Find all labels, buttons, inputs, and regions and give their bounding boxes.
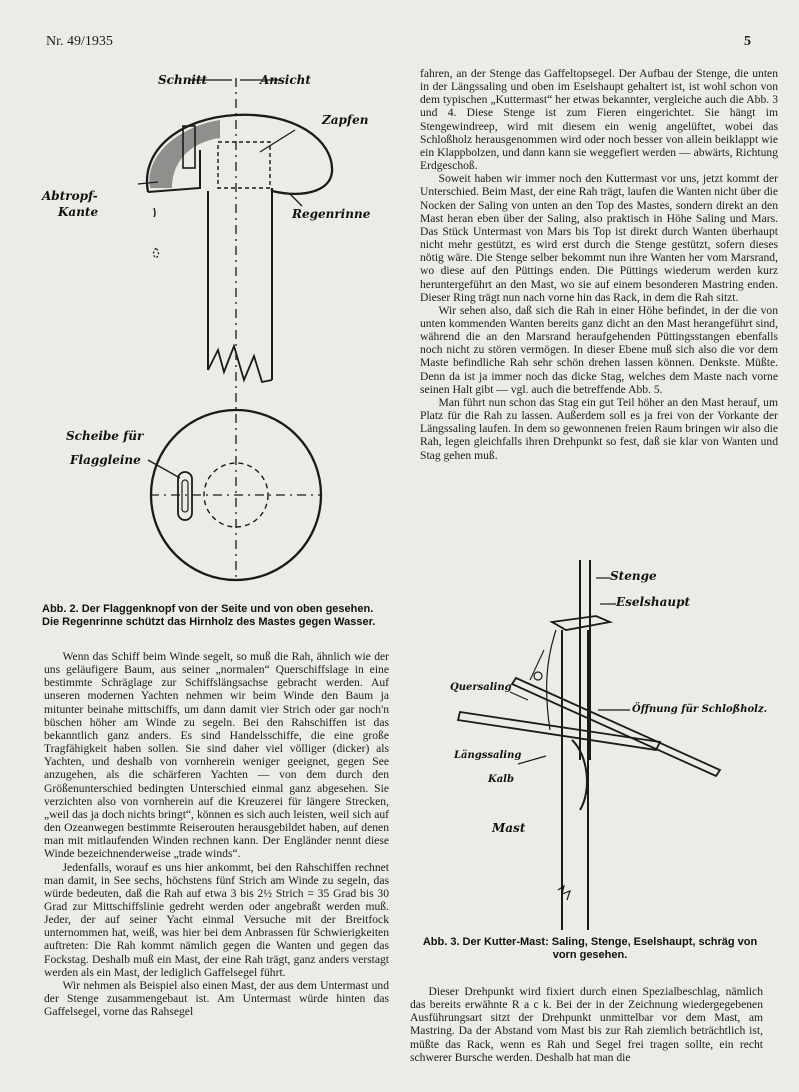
paragraph: Dieser Drehpunkt wird fixiert durch einen Spezialbeschlag, nämlich das bereits erwähnte R a c k. Bei der in der Zeichnung wiedergegebenen Ausführungsart sitzt der Drehpunkt unmittelbar vor dem Mast, am Mastring. Da der Abstand vom Mast bis zur Rah ziemlich beträchtlich ist, müßte das Rack, wenn es Rah und Segel frei tragen sollte, ein recht schwerer Bursche werden. Deshalb hat man die — [410, 985, 763, 1064]
label-flaggleine: Flaggleine — [70, 453, 141, 467]
left-column-bottom-text — [44, 650, 389, 1018]
label-regenrinne: Regenrinne — [292, 207, 371, 221]
figure-3-caption-line-1: Abb. 3. Der Kutter-Mast: Saling, Stenge, Eselshaupt, schräg von — [422, 936, 758, 948]
label-quersaling: Quersaling — [450, 682, 512, 693]
figure-2-caption-line-1: Abb. 2. Der Flaggenknopf von der Seite und von oben gesehen. — [42, 603, 374, 615]
paragraph: Wenn das Schiff beim Winde segelt, so muß die Rah, ähnlich wie der uns geläufigere Baum, aus seiner „normalen“ Querschiffslage in eine bestimmte Schräglage zur Schiffslängsachse gebracht werden. Auf unseren modernen Yachten nehmen wir beim Winde den Baum ja mitunter beinahe mittschiffs, um dann damit vier Strich oder gar noch'n büschen höher am Winde zu segeln. Bei den Rahschiffen ist das bekanntlich ganz anders. Es sind Handelsschiffe, die eine große Tragfähigkeit haben sollen. Sie sind daher viel völliger (dicker) als Yachten, und deshalb von vornherein weniger geeignet, gegen See anzugehen, als die schärferen Yachten — von dem durch den Größenunterschied bedingten Unterschied einmal ganz abgesehen. Sie verzichten also von vornherein auf die Kreuzerei für längere Strecken, „weil das ja doch nichts bringt“, können es sich auch leisten, weil sich auf den Ozeanwegen bestimmte Reiserouten herausgebildet haben, auf denen man mit mitlaufenden Winden rechnen kann. Der Engländer nennt diese Winde bezeichnenderweise „trade winds“. — [44, 650, 389, 861]
paragraph: Man führt nun schon das Stag ein gut Teil höher an den Mast herauf, um Platz für die Rah zu lassen. Außerdem soll es ja frei von der Vorkante der Längssaling laufen. In dem so gewonnenen freien Raum bringen wir also die Rah, legen gleichfalls ihren Drehpunkt so fest, daß sie klar von Wanten und Stag gehen muß. — [420, 395, 778, 462]
figure-2-caption — [42, 603, 397, 629]
label-schnitt: Schnitt — [158, 73, 208, 87]
issue-number: Nr. 49/1935 — [46, 34, 113, 49]
label-zapfen: Zapfen — [322, 113, 369, 127]
figure-3-cutter-mast-drawing — [420, 560, 780, 930]
figure-3-caption-line-2: vorn gesehen. — [552, 949, 628, 961]
right-column-bottom-text — [410, 985, 763, 1064]
right-column-top-text — [420, 67, 778, 462]
figure-2-flag-knob-drawing — [40, 60, 400, 590]
label-stenge: Stenge — [610, 569, 657, 583]
figure-2-caption-line-2: Die Regenrinne schützt das Hirnholz des Mastes gegen Wasser. — [42, 616, 376, 628]
label-mast: Mast — [492, 821, 526, 835]
label-eselshaupt: Eselshaupt — [616, 595, 691, 609]
label-kalb: Kalb — [488, 774, 514, 785]
label-kante: Kante — [58, 205, 99, 219]
paragraph: Wir sehen also, daß sich die Rah in einer Höhe befindet, in der die von unten kommenden Wanten bereits ganz dicht an den Mast herangeführt sind, während die an den Marsrand heraufgehenden Püttingsstangen ebenfalls noch nicht zu stören vermögen. In dieser Ebene muß sich also die vor dem Maste befindliche Rah sehr schön drehen lassen können. Denkste. Müßte. Denn da ist ja immer noch das dicke Stag, welches dem Maste nach vorne seinen Halt gibt — vgl. auch die betreffende Abb. 5. — [420, 303, 778, 396]
paragraph: Jedenfalls, worauf es uns hier ankommt, bei den Rahschiffen rechnet man damit, in See sechs, höchstens fünf Strich am Winde zu segeln, das würde bedeuten, daß die Rah auf etwa 3 bis 2½ Strich = 35 Grad bis 30 Grad zur Mittschiffslinie gedreht werden oder angebraßt werden muß. Jeder, der auf seiner Yacht einmal Versuche mit der Breitfock unternommen hat, weiß, was hier bei dem Anbrassen für Schwierigkeiten auftreten: Die Rah kommt nämlich gegen die Wanten und gegen das Fockstag. Deshalb muß ein Mast, der eine Rah trägt, ganz anders verstagt werden als ein Mast, der lediglich Gaffelsegel führt. — [44, 860, 389, 979]
label-laengssaling: Längssaling — [454, 750, 522, 761]
page-number: 5 — [744, 34, 751, 49]
figure-3-caption — [410, 936, 770, 962]
label-ansicht: Ansicht — [260, 73, 311, 87]
paragraph: fahren, an der Stenge das Gaffeltopsegel. Der Aufbau der Stenge, die unten in der Längssaling und oben im Eselshaupt gehaltert ist, ist wohl schon von dem typischen „Kuttermast“ her etwas bekannter, vergleiche auch die Abb. 3 und 4. Diese Stenge ist zum Fieren eingerichtet. Sie hängt im Stengewindreep, wird mit diesem ein wenig angelüftet, wobei das Schloßholz herausgenommen wird oder noch besser von allein beiklappt wie ein Klappbolzen, und dann kann sie weggefiert werden — abwärts, Richtung Erdgeschoß. — [420, 67, 778, 173]
label-oeffnung: Öffnung für Schloßholz. — [632, 704, 768, 715]
label-scheibe: Scheibe für — [66, 429, 144, 443]
label-abtropf: Abtropf- — [42, 189, 98, 203]
paragraph: Soweit haben wir immer noch den Kuttermast vor uns, jetzt kommt der Unterschied. Beim Mast, der eine Rah trägt, laufen die Wanten nicht über die Nocken der Saling von unten an den Top des Mastes, sondern direkt an den Mast heran eben über der Saling, also praktisch in Höhe Saling und Mars. Das Stück Untermast von Mars bis Top ist direkt durch Wanten überhaupt nicht mehr gestützt, es wird erst durch die Stenge gestützt, sofern dieses nötig wäre. Die Stenge selber bekommt nun ihre Wanten her vom Marsrand, wo diese auf den Püttings enden. Die Püttings wiederum werden kurz heruntergeführt an den Mast, wo sie auf einem besonderen Mastring enden. Dieser Ring trägt nun nach vorne hin das Rack, in dem die Rah sitzt. — [420, 172, 778, 304]
paragraph: Wir nehmen als Beispiel also einen Mast, der aus dem Untermast und der Stenge zusammengebaut ist. Am Untermast würde hinten das Gaffelsegel, vorne das Rahsegel — [44, 978, 389, 1019]
